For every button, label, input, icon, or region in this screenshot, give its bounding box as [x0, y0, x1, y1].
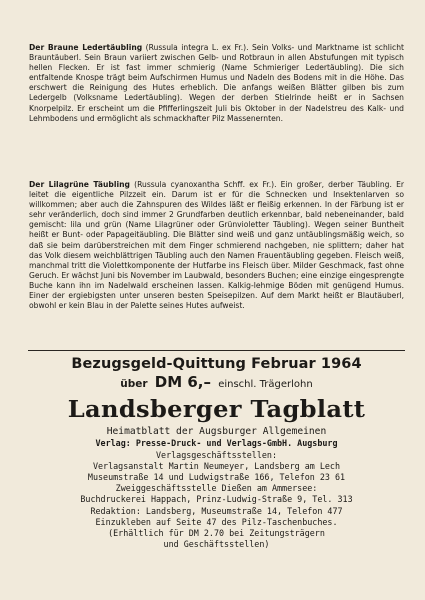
instruction-line: Einzukleben auf Seite 47 des Pilz-Taschenbuches. — [95, 516, 338, 527]
article-braune-ledertaeubling — [29, 43, 404, 124]
article-body: (Russula integra L. ex Fr.). Sein Volks- und Marktname ist schlicht Brauntäuberl. Sein Braun variiert zwischen Gelb- und Rotbraun in allen Abstufungen mit typisch hellen Flecken. Er ist fast immer schmierig (Name Schmieriger Ledertäubling). Die sich entfaltende Knospe trägt beim Aufschirmen Humus und Nadeln des Bodens mit in die Höhe. Das erschwert die Reinigung des Hutes erheblich. Die anfangs weißen Blätter gilben bis zum Ledergelb (Volksname Ledertäubling). Wegen der derben Stielrinde heißt er in Sachsen Knorpelpilz. Er erscheint um die Pfifferlingszeit Juli bis Oktober in der Nadelstreu des Kalk- und Lehmbodens und ermöglicht als schmackhafter Pilz Massenernten. — [29, 43, 404, 123]
receipt-amount-note: einschl. Trägerlohn — [218, 379, 313, 390]
instruction-line: (Erhältlich für DM 2.70 bei Zeitungsträgern — [108, 528, 325, 539]
branch-line: Buchdruckerei Happach, Prinz-Ludwig-Straße 9, Tel. 313 — [80, 494, 353, 505]
article-heading: Der Lilagrüne Täubling — [29, 180, 130, 189]
publisher-line: Verlag: Presse-Druck- und Verlags-GmbH. Augsburg — [95, 438, 338, 449]
office-line: Verlagsanstalt Martin Neumeyer, Landsberg am Lech — [92, 460, 341, 471]
receipt-over-label: über — [120, 378, 148, 390]
masthead-subtitle: Heimatblatt der Augsburger Allgemeinen — [106, 426, 327, 437]
branch-heading: Zweiggeschäftsstelle Dießen am Ammersee: — [115, 483, 318, 494]
section-divider — [28, 350, 405, 351]
office-line: Museumstraße 14 und Ludwigstraße 166, Telefon 23 61 — [87, 472, 346, 483]
editorial-line: Redaktion: Landsberg, Museumstraße 14, Telefon 477 — [90, 505, 343, 516]
newspaper-masthead: Landsberger Tagblatt — [67, 396, 366, 423]
article-lilagruene-taeubling — [29, 180, 404, 311]
article-body: (Russula cyanoxantha Schff. ex Fr.). Ein großer, derber Täubling. Er leitet die eigentliche Pilzzeit ein. Darum ist er für die Schnecken und Insektenlarven so willkommen; aber auch die Zahnspuren des Wildes läßt er fleißig erkennen. In der Färbung ist er sehr veränderlich, doch sind immer 2 Grundfarben deutlich erkennbar, bald nebeneinander, bald gemischt: lila und grün (Name Lilagrüner oder Grünvioletter Täubling). Wegen seiner Buntheit heißt er Bunt- oder Papageitäubling. Die Blätter sind weiß und ganz untäublingsmäßig weich, so daß sie beim darüberstreichen mit dem Finger schmierend nachgeben, nie splittern; daher hat das Volk diesem weichblättrigen Täubling auch den Namen Frauentäubling gegeben. Fleisch weiß, manchmal tritt die Violettkomponente der Hutfarbe ins Fleisch über. Milder Geschmack, fast ohne Geruch. Er wächst Juni bis November im Laubwald, besonders Buchen; eine einzige eingesprengte Buche kann ihn im Nadelwald erscheinen lassen. Kalkig-lehmige Böden mit genügend Humus. Einer der ergiebigsten unter unseren besten Speisepilzen. Auf dem Markt heißt er Blautäuberl, obwohl er kein Blau in der Palette seines Hutes aufweist. — [29, 180, 404, 311]
subscription-receipt — [28, 352, 405, 550]
offices-heading: Verlagsgeschäftsstellen: — [155, 449, 277, 460]
instruction-line: und Geschäftsstellen) — [163, 539, 270, 550]
receipt-title: Bezugsgeld-Quittung Februar 1964 — [71, 356, 362, 372]
receipt-amount: DM 6,– — [154, 373, 212, 391]
article-heading: Der Braune Ledertäubling — [29, 43, 143, 52]
receipt-amount-line — [28, 373, 405, 394]
